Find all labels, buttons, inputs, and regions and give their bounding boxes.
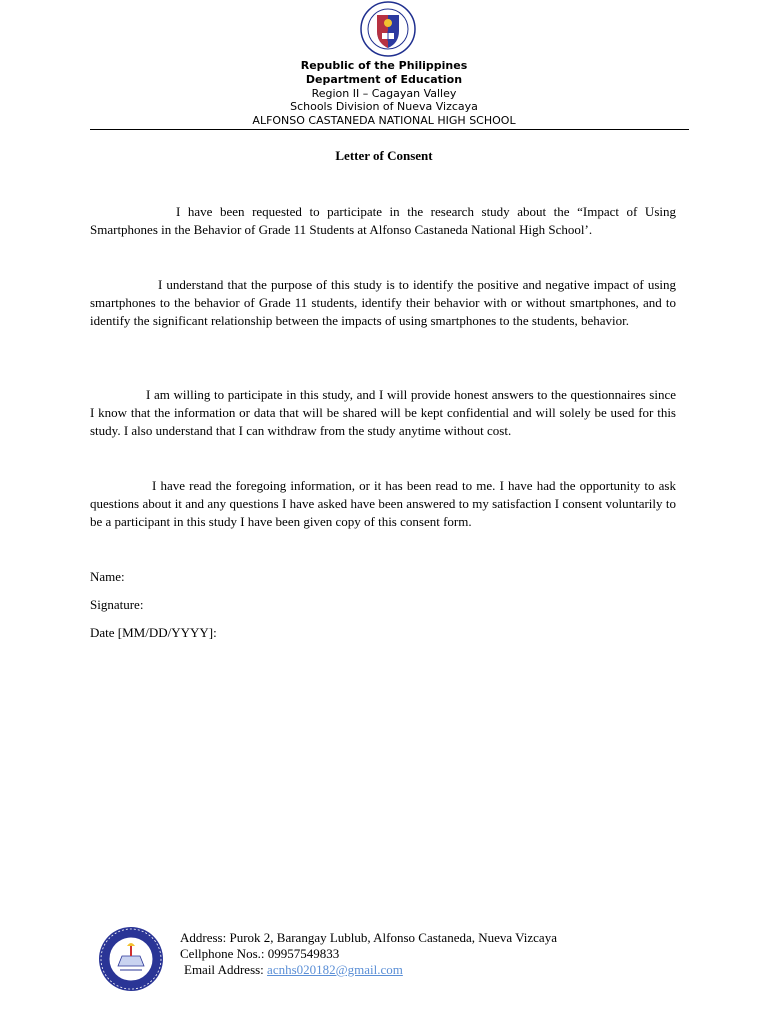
header-divider: [90, 129, 689, 130]
document-title: Letter of Consent: [335, 148, 433, 163]
name-field-label: Name:: [90, 569, 125, 584]
header-republic: Republic of the Philippines: [300, 59, 468, 72]
paragraph-acknowledgement: I have read the foregoing information, or it has been read to me. I have had the opportunity to ask questions about it and any questions I have asked have been answered to my satisfaction I consent voluntarily to be a participant in this study I have been given copy of this consent form.: [90, 478, 676, 529]
signature-field-label: Signature:: [90, 597, 144, 612]
email-link[interactable]: acnhs020182@gmail.com: [267, 962, 403, 977]
school-seal-logo: [98, 926, 164, 992]
email-label: Email Address:: [184, 962, 268, 977]
footer-cellphone: Cellphone Nos.: 09957549833: [180, 946, 340, 961]
deped-seal-logo: [360, 1, 416, 57]
paragraph-purpose: I understand that the purpose of this study is to identify the positive and negative impact of using smartphones to the behavior of Grade 11 students, identify their behavior with or without smartphones, and to identify the significant relationship between the impacts of using smartphones to the students, behavior.: [90, 277, 676, 328]
paragraph-request: I have been requested to participate in the research study about the “Impact of Using Smartphones in the Behavior of Grade 11 Students at Alfonso Castaneda National High School’.: [90, 204, 676, 237]
footer-address: Address: Purok 2, Barangay Lublub, Alfonso Castaneda, Nueva Vizcaya: [180, 930, 557, 945]
header-school: ALFONSO CASTANEDA NATIONAL HIGH SCHOOL: [252, 114, 516, 127]
paragraph-willingness: I am willing to participate in this study, and I will provide honest answers to the questionnaires since I know that the information or data that will be shared will be kept confidential and will solely be used for this study. I also understand that I can withdraw from the study anytime without cost.: [90, 387, 676, 438]
date-field-label: Date [MM/DD/YYYY]:: [90, 625, 217, 640]
footer-email-line: [184, 962, 403, 978]
header-region: Region II – Cagayan Valley: [311, 87, 457, 100]
header-department: Department of Education: [305, 73, 463, 86]
header-division: Schools Division of Nueva Vizcaya: [290, 100, 478, 113]
